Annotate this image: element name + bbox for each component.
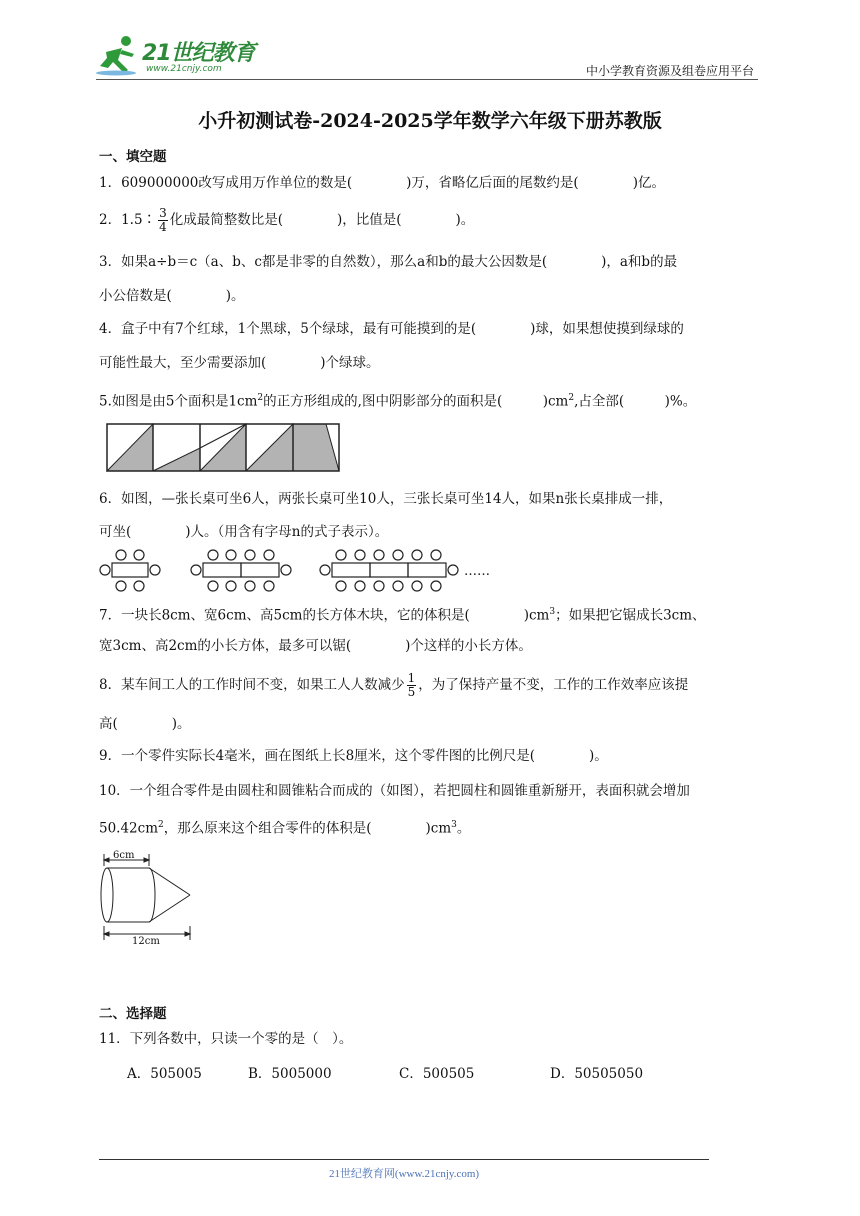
- shaded-triangle-3: [200, 424, 246, 471]
- chair: [208, 581, 218, 591]
- table: [112, 563, 148, 577]
- question-8-part-a: 8．某车间工人的工作时间不变，如果工人人数减少: [99, 677, 405, 693]
- superscript: 2: [257, 393, 264, 403]
- chair: [431, 581, 441, 591]
- shaded-triangle-4: [246, 424, 293, 471]
- question-2-prefix: 2．1.5∶: [99, 212, 157, 228]
- chair: [150, 565, 160, 575]
- question-7-line1: [99, 602, 706, 626]
- question-10-part-a: 50.42cm: [99, 820, 159, 837]
- chair: [191, 565, 201, 575]
- chair: [134, 581, 144, 591]
- shaded-triangle-2: [153, 448, 200, 471]
- runner-logo-icon: [96, 34, 140, 76]
- chair: [336, 581, 346, 591]
- question-1: 1．609000000改写成用万作单位的数是( )万，省略亿后面的尾数约是( )亿。: [99, 175, 665, 191]
- question-7-line2: 宽3cm、高2cm的小长方体，最多可以锯( )个这样的小长方体。: [99, 638, 532, 654]
- dimension-label-top: 6cm: [113, 850, 135, 861]
- chair: [448, 565, 458, 575]
- fraction-one-fifth: [407, 672, 417, 699]
- chair: [245, 550, 255, 560]
- chair: [320, 565, 330, 575]
- cylinder-cone-figure: [98, 848, 198, 946]
- question-2-suffix: 化成最简整数比是( )，比值是( )。: [169, 212, 475, 228]
- footer-rule: [99, 1159, 709, 1160]
- table: [408, 563, 446, 577]
- question-6-line1: 6．如图，—张长桌可坐6人，两张长桌可坐10人，三张长桌可坐14人，如果n张长桌排成一排，: [99, 491, 673, 507]
- header-right-text: 中小学教育资源及组卷应用平台: [585, 64, 754, 78]
- question-10-part-c: 。: [456, 820, 471, 837]
- question-3-line2: 小公倍数是( )。: [99, 288, 245, 304]
- chair: [336, 550, 346, 560]
- table: [241, 563, 279, 577]
- question-8-line2: 高( )。: [99, 716, 191, 732]
- shaded-triangle-1: [107, 424, 153, 471]
- chair: [393, 581, 403, 591]
- ellipsis: ……: [464, 564, 490, 579]
- superscript: 2: [568, 393, 575, 403]
- question-5-part-b: 的正方形组成的,图中阴影部分的面积是( )cm: [263, 393, 569, 410]
- fraction-three-quarters: [158, 207, 168, 234]
- chair: [393, 550, 403, 560]
- section-heading-fill-blank: 一、填空题: [99, 149, 167, 165]
- question-4-line2: 可能性最大，至少需要添加( )个绿球。: [99, 355, 380, 371]
- table: [203, 563, 241, 577]
- chair: [245, 581, 255, 591]
- section-heading-multiple-choice: 二、选择题: [99, 1006, 167, 1022]
- question-8-line1: [99, 672, 688, 699]
- chair: [116, 581, 126, 591]
- fraction-denominator: 4: [159, 220, 167, 234]
- option-a: A．505005: [127, 1066, 202, 1082]
- long-tables-figure: [99, 546, 499, 594]
- question-6-line2: 可坐( )人。（用含有字母n的式子表示）。: [99, 524, 389, 540]
- chair: [264, 550, 274, 560]
- chair: [116, 550, 126, 560]
- question-10-line2: [99, 815, 470, 839]
- question-5-part-c: ,占全部( )%。: [574, 393, 697, 410]
- chair: [374, 581, 384, 591]
- question-2: [99, 207, 474, 234]
- shaded-squares-figure: [106, 423, 340, 472]
- header-rule: [96, 79, 758, 80]
- logo-text: 21世纪教育: [142, 41, 255, 66]
- question-8-part-b: ，为了保持产量不变，工作的工作效率应该提: [418, 677, 689, 693]
- question-10-part-b: ，那么原来这个组合零件的体积是( )cm: [163, 820, 452, 837]
- question-7-part-b: ；如果把它锯成长3cm、: [555, 607, 706, 624]
- header-logo: [96, 34, 266, 78]
- superscript: 3: [549, 607, 556, 617]
- chair: [281, 565, 291, 575]
- fraction-denominator: 5: [407, 685, 416, 699]
- chair: [226, 550, 236, 560]
- chair: [226, 581, 236, 591]
- footer-text[interactable]: 21世纪教育网(www.21cnjy.com): [328, 1168, 480, 1180]
- chair: [412, 581, 422, 591]
- dimension-label-bottom: 12cm: [132, 936, 160, 946]
- question-4-line1: 4．盒子中有7个红球，1个黑球，5个绿球，最有可能摸到的是( )球，如果想使摸到绿球的: [99, 321, 684, 337]
- chair: [431, 550, 441, 560]
- option-b: B．5005000: [248, 1066, 332, 1082]
- question-10-line1: 10．一个组合零件是由圆柱和圆锥粘合而成的（如图），若把圆柱和圆锥重新掰开，表面积就会增加: [99, 783, 690, 799]
- page-title: 小升初测试卷-2024-2025学年数学六年级下册苏教版: [198, 110, 662, 132]
- chair: [355, 550, 365, 560]
- option-c: C．500505: [399, 1066, 475, 1082]
- question-3-line1: 3．如果a÷b＝c（a、b、c都是非零的自然数），那么a和b的最大公因数是( )，a和b的最: [99, 254, 678, 270]
- chair: [208, 550, 218, 560]
- chair: [134, 550, 144, 560]
- question-9: 9．一个零件实际长4毫米，画在图纸上长8厘米，这个零件图的比例尺是( )。: [99, 748, 608, 764]
- question-5-part-a: 5.如图是由5个面积是1cm: [99, 393, 258, 410]
- shaded-triangle-5: [293, 424, 339, 471]
- table: [370, 563, 408, 577]
- table: [332, 563, 370, 577]
- chair: [355, 581, 365, 591]
- question-5: [99, 388, 696, 412]
- superscript: 3: [451, 820, 457, 830]
- logo-url: www.21cnjy.com: [146, 64, 222, 74]
- chair: [100, 565, 110, 575]
- question-11: 11．下列各数中，只读一个零的是（ ）。: [99, 1031, 353, 1047]
- superscript: 2: [158, 820, 164, 830]
- chair: [374, 550, 384, 560]
- fraction-numerator: 3: [159, 206, 167, 220]
- fraction-numerator: 1: [407, 671, 416, 685]
- question-7-part-a: 7．一块长8cm、宽6cm、高5cm的长方体木块，它的体积是( )cm: [99, 607, 550, 624]
- option-d: D．50505050: [550, 1066, 644, 1082]
- chair: [412, 550, 422, 560]
- chair: [264, 581, 274, 591]
